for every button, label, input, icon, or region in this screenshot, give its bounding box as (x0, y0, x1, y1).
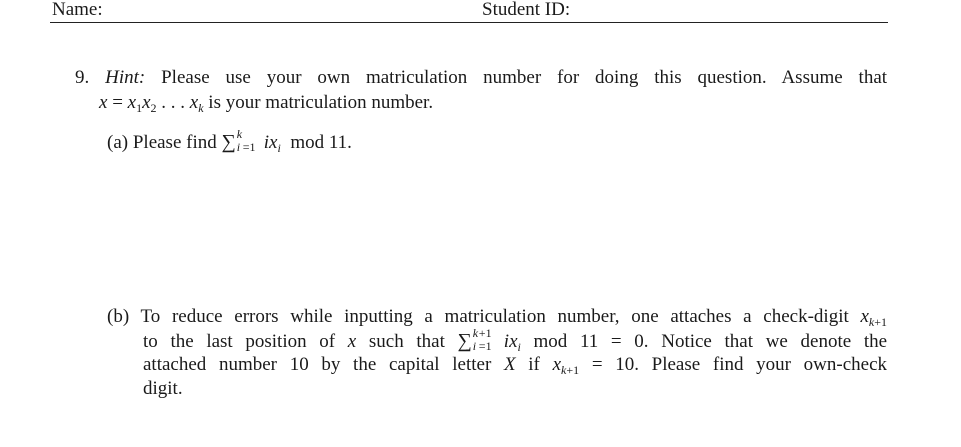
question-9-line-2: $x = x_1x_2$ . . . $x_k$ is your matriculation number. (99, 92, 434, 115)
question-9-line-1 (75, 66, 887, 90)
page-header (50, 0, 888, 23)
part-b-line-2: to the last position of x such that ∑ k +1 i =1 $ix_i$ mod 11 = 0. Notice that we denote the (143, 325, 888, 354)
x-equals-math: x (99, 92, 108, 113)
part-b-label: (b) (107, 306, 130, 327)
sum-limits: k i =1 (236, 126, 256, 154)
part-a: (a) Please find ∑ k i =1 $ix_i$ mod 11. (107, 126, 352, 155)
part-a-mod-text: mod 11. (290, 132, 352, 153)
student-id-label: Student ID: (482, 0, 571, 20)
part-b-line-3: attached number 10 by the capital letter X if $x_{k+1} = 10$. Please find your own-check (143, 354, 888, 377)
sum-limits: k +1 i =1 (472, 325, 492, 353)
question-intro-text: Please use your own matriculation number for doing this question. Assume that (161, 67, 888, 88)
part-b-line-2-mid: such that (368, 331, 445, 352)
part-b-line-4 (143, 377, 183, 401)
sum-symbol: ∑ (221, 131, 236, 153)
part-b-line-3-before: attached number 10 by the capital letter (143, 354, 492, 375)
part-b-line-3-after: = 10. Please find your own-check (591, 354, 888, 375)
part-b-line-1-text: To reduce errors while inputting a matriculation number, one attaches a check-digit (140, 306, 849, 327)
sum-symbol: ∑ (457, 330, 472, 352)
part-b-line-2-before: to the last position of (143, 331, 336, 352)
part-a-text: Please find (132, 132, 217, 153)
part-a-label: (a) (107, 132, 129, 153)
part-b-line-2-after: mod 11 = 0. Notice that we denote the (533, 331, 888, 352)
part-b-line-3-mid: if (528, 354, 540, 375)
question-line-2-text: is your matriculation number. (208, 92, 434, 113)
hint-label: Hint: (105, 67, 146, 88)
part-b-line-1: (b) To reduce errors while inputting a matriculation number, one attaches a check-digit $x_{k+1}$ (107, 306, 887, 329)
part-b-line-4-text: digit. (143, 378, 183, 399)
question-number: 9. (75, 67, 90, 88)
name-label: Name: (52, 0, 103, 20)
